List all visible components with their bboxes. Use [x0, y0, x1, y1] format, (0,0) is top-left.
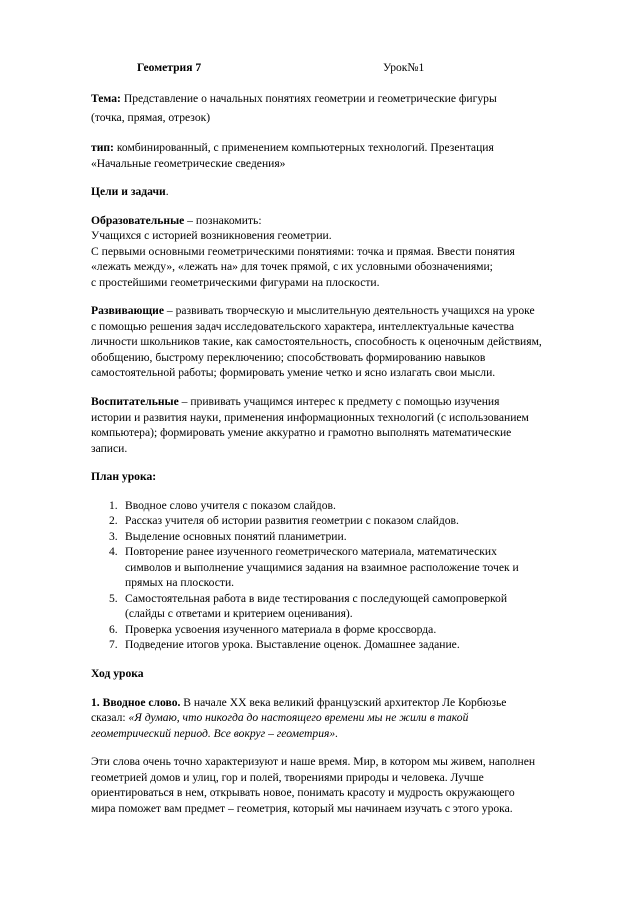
type-text-2: «Начальные геометрические сведения» — [91, 156, 286, 170]
developing-text: – развивать творческую и мыслительную деятельность учащихся на уроке — [164, 304, 535, 318]
plan-title: План урока: — [91, 470, 157, 484]
course-heading — [91, 666, 606, 682]
goals-title: Цели и задачи — [91, 185, 166, 199]
developing-line: с помощью решения задач исследовательского характера, интеллектуальные качества — [91, 319, 514, 333]
topic-section — [91, 90, 606, 127]
plan-item-text: Рассказ учителя об истории развития геометрии с показом слайдов. — [125, 514, 459, 528]
course-title: Ход урока — [91, 666, 144, 680]
topic-text: Представление о начальных понятиях геометрии и геометрические фигуры — [120, 92, 497, 105]
plan-heading — [91, 469, 606, 485]
plan-item-text: Проверка усвоения изученного материала в форме кроссворда. — [125, 622, 437, 636]
plan-item-number: 3. — [109, 529, 118, 543]
developing-section — [91, 303, 606, 381]
closing-line: ориентироваться в нем, открывать новое, понимать красоту и мудрость окружающего — [91, 786, 515, 800]
goals-dot: . — [165, 185, 169, 199]
upbringing-section — [91, 394, 606, 456]
developing-line: самостоятельной работы; формировать умение четко и ясно излагать свои мысли. — [91, 366, 496, 380]
plan-item-number: 7. — [109, 638, 118, 652]
subject-title: Геометрия 7 — [137, 61, 202, 74]
intro-text: В начале ХХ века великий французский архитектор Ле Корбюзье — [180, 695, 507, 709]
list-item — [91, 544, 606, 591]
plan-item-number: 2. — [109, 514, 118, 528]
intro-quote-2: геометрический период. Все вокруг – геометрия». — [91, 726, 339, 740]
educational-line: с простейшими геометрическими фигурами на плоскости. — [91, 275, 380, 289]
type-text: комбинированный, с применением компьютерных технологий. Презентация — [113, 141, 494, 155]
developing-label: Развивающие — [91, 304, 165, 318]
type-section — [91, 140, 606, 171]
list-item — [91, 622, 606, 638]
upbringing-text: – прививать учащимся интерес к предмету с помощью изучения — [178, 395, 500, 408]
plan-item-number: 4. — [109, 545, 118, 559]
closing-line: мира поможет вам предмет – геометрия, который мы начинаем изучать с этого урока. — [91, 801, 513, 815]
plan-item-text: прямых на плоскости. — [125, 576, 235, 590]
upbringing-line: компьютера); формировать умение аккуратно и грамотно выполнять математические — [91, 426, 512, 440]
educational-line: Учащихся с историей возникновения геометрии. — [91, 229, 332, 243]
plan-list — [91, 498, 606, 653]
upbringing-label: Воспитательные — [91, 395, 179, 408]
plan-item-number: 5. — [109, 591, 118, 605]
plan-item-number: 1. — [109, 498, 118, 512]
intro-section — [91, 695, 606, 742]
topic-text-2: (точка, прямая, отрезок) — [91, 110, 211, 124]
plan-item-text: Вводное слово учителя с показом слайдов. — [125, 498, 336, 512]
educational-label: Образовательные — [91, 213, 185, 227]
closing-line: Эти слова очень точно характеризуют и наше время. Мир, в котором мы живем, наполнен — [91, 755, 536, 769]
plan-item-text: Подведение итогов урока. Выставление оценок. Домашнее задание. — [125, 638, 460, 652]
type-label: тип: — [91, 141, 114, 155]
intro-said: сказал: — [91, 711, 129, 725]
plan-item-text: Выделение основных понятий планиметрии. — [125, 529, 347, 543]
lesson-number: Урок№1 — [383, 61, 425, 74]
document-body — [91, 90, 606, 829]
plan-item-text: (слайды с ответами и критерием оценивания). — [125, 607, 353, 621]
closing-section — [91, 754, 606, 816]
educational-section — [91, 213, 606, 291]
plan-item-text: Самостоятельная работа в виде тестирования с последующей самопроверкой — [125, 591, 508, 605]
developing-line: обобщению, быстрому переключению; способствовать формированию навыков — [91, 350, 486, 364]
closing-line: геометрией домов и улиц, гор и полей, творениями природы и человека. Лучше — [91, 770, 484, 784]
intro-quote: «Я думаю, что никогда до настоящего времени мы не жили в такой — [128, 711, 469, 725]
plan-item-number: 6. — [109, 622, 118, 636]
educational-text: – познакомить: — [184, 213, 262, 227]
list-item — [91, 591, 606, 622]
list-item — [91, 529, 606, 545]
intro-label: 1. Вводное слово. — [91, 695, 181, 709]
upbringing-line: истории и развития науки, применения информационных технологий (с использованием — [91, 410, 529, 424]
plan-item-text: символов и выполнение учащимися задания на взаимное расположение точек и — [125, 560, 519, 574]
upbringing-line: записи. — [91, 441, 128, 455]
topic-label: Тема: — [91, 92, 121, 105]
list-item — [91, 513, 606, 529]
goals-heading — [91, 184, 606, 200]
list-item — [91, 498, 606, 514]
developing-line: личности школьников такие, как самостоятельность, способность к оценочным действиям, — [91, 335, 542, 349]
list-item — [91, 637, 606, 653]
educational-line: С первыми основными геометрическими понятиями: точка и прямая. Ввести понятия — [91, 244, 515, 258]
document-header — [0, 60, 638, 76]
educational-line: «лежать между», «лежать на» для точек прямой, с их условными обозначениями; — [91, 260, 493, 274]
plan-item-text: Повторение ранее изученного геометрического материала, математических — [125, 545, 497, 559]
